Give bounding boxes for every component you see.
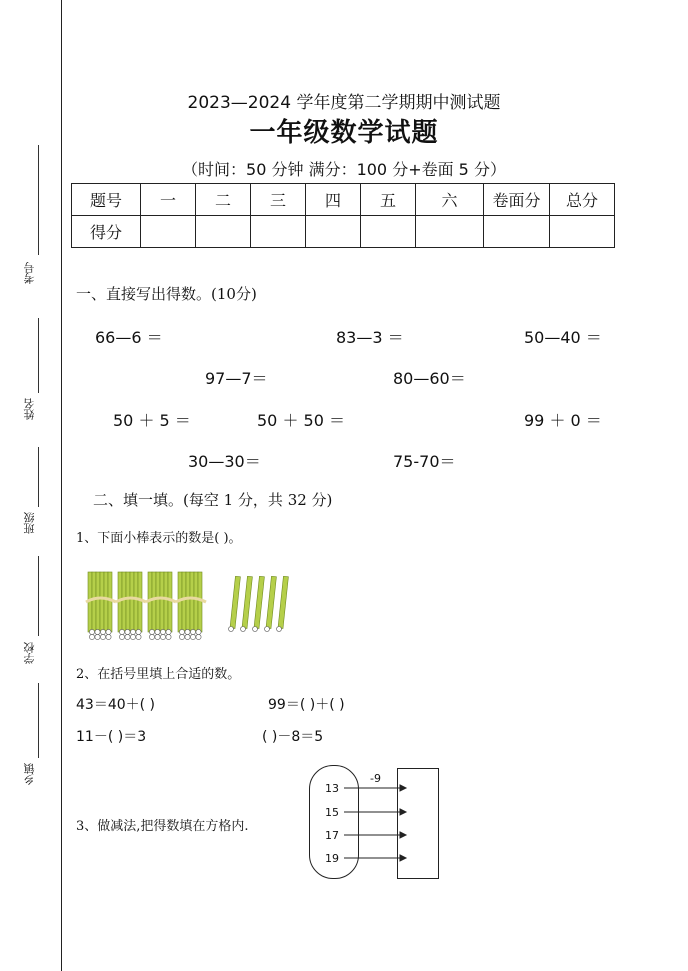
stick-end <box>160 634 165 639</box>
fill-blank: ( )－8＝5 <box>262 729 324 745</box>
stick <box>134 572 138 632</box>
stick-end <box>89 634 94 639</box>
stick-end <box>166 629 171 634</box>
stick <box>182 572 186 632</box>
stick-end <box>106 629 111 634</box>
stick <box>122 572 126 632</box>
score-cell[interactable] <box>196 216 251 248</box>
stick <box>104 572 108 632</box>
stick-end <box>241 627 246 632</box>
main-title: 一年级数学试题 <box>249 118 439 148</box>
arrows <box>340 780 408 864</box>
stick <box>242 576 252 628</box>
stick-end <box>130 634 135 639</box>
single-stick <box>229 576 241 631</box>
stick-end <box>253 627 258 632</box>
stick <box>194 572 198 632</box>
table-cell: 二 <box>196 184 251 216</box>
table-cell: 题号 <box>72 184 141 216</box>
stick-end <box>149 629 154 634</box>
fill-blank: 43＝40＋( ) <box>76 697 156 713</box>
equation: 50—40 ＝ <box>524 328 602 347</box>
stick-end <box>155 634 160 639</box>
stick-end <box>155 629 160 634</box>
table-cell: 得分 <box>72 216 141 248</box>
stick <box>164 572 168 632</box>
diagram-number: 19 <box>325 852 339 865</box>
equation: 80—60＝ <box>393 369 466 388</box>
stick-end <box>100 634 105 639</box>
score-table-score-row <box>72 216 615 248</box>
stick <box>152 572 156 632</box>
stick <box>92 572 96 632</box>
margin-label-school: 学校 <box>23 642 36 664</box>
table-cell: 卷面分 <box>484 184 550 216</box>
margin-label-exam-number: 考号 <box>23 262 36 284</box>
stick <box>138 572 142 632</box>
stick-end <box>196 629 201 634</box>
equation: 50 ＋ 50 ＝ <box>257 411 345 430</box>
stick <box>266 576 276 628</box>
stick-end <box>160 629 165 634</box>
stick-end <box>179 629 184 634</box>
margin-blank-line <box>38 447 39 507</box>
stick-end <box>100 629 105 634</box>
fill-blank: 99＝( )＋( ) <box>268 697 345 713</box>
stick-end <box>136 629 141 634</box>
question-1: 1、下面小棒表示的数是( )。 <box>76 531 242 546</box>
stick <box>156 572 160 632</box>
stick <box>198 572 202 632</box>
stick <box>100 572 104 632</box>
stick <box>130 572 134 632</box>
margin-label-town: 乡镇 <box>23 763 36 785</box>
section-1-title: 一、直接写出得数。(10分) <box>76 285 257 303</box>
year-title: 2023—2024 学年度第二学期期中测试题 <box>187 93 501 113</box>
stick <box>168 572 172 632</box>
margin-blank-line <box>38 683 39 758</box>
stick-end <box>125 634 130 639</box>
stick-end <box>190 634 195 639</box>
stick <box>186 572 190 632</box>
equation: 83—3 ＝ <box>336 328 404 347</box>
score-cell[interactable] <box>141 216 196 248</box>
stick-end <box>89 629 94 634</box>
stick-bundle <box>146 572 176 640</box>
stick-bundle <box>116 572 146 640</box>
stick-end <box>149 634 154 639</box>
score-cell[interactable] <box>306 216 361 248</box>
stick-end <box>179 634 184 639</box>
stick-end <box>95 634 100 639</box>
stick <box>126 572 130 632</box>
table-cell: 六 <box>416 184 484 216</box>
score-cell[interactable] <box>550 216 615 248</box>
equation: 99 ＋ 0 ＝ <box>524 411 602 430</box>
stick <box>254 576 264 628</box>
margin-blank-line <box>38 556 39 636</box>
exam-info: （时间：50 分钟 满分：100 分+卷面 5 分） <box>182 160 506 179</box>
single-stick <box>241 576 253 631</box>
score-table <box>71 183 615 248</box>
section-2-title: 二、填一填。(每空 1 分，共 32 分) <box>93 491 333 509</box>
table-cell: 四 <box>306 184 361 216</box>
stick-end <box>136 634 141 639</box>
stick-end <box>196 634 201 639</box>
stick <box>278 576 288 628</box>
stick <box>108 572 112 632</box>
equation: 50 ＋ 5 ＝ <box>113 411 191 430</box>
stick-end <box>190 629 195 634</box>
stick <box>190 572 194 632</box>
score-cell[interactable] <box>251 216 306 248</box>
stick-end <box>229 627 234 632</box>
stick-end <box>130 629 135 634</box>
table-cell: 三 <box>251 184 306 216</box>
fill-blank: 11－( )＝3 <box>76 729 147 745</box>
table-cell: 一 <box>141 184 196 216</box>
single-stick <box>265 576 277 631</box>
operation-label: -9 <box>370 772 381 785</box>
table-cell: 五 <box>361 184 416 216</box>
single-stick <box>253 576 265 631</box>
diagram-number: 17 <box>325 829 339 842</box>
single-stick <box>277 576 289 631</box>
score-table-header-row <box>72 184 615 216</box>
score-cell[interactable] <box>416 216 484 248</box>
stick-end <box>95 629 100 634</box>
table-cell: 总分 <box>550 184 615 216</box>
margin-label-class: 班级 <box>23 512 36 534</box>
equation: 30—30＝ <box>188 452 261 471</box>
stick-end <box>265 627 270 632</box>
diagram-number: 13 <box>325 782 339 795</box>
equation: 97—7＝ <box>205 369 268 388</box>
question-2: 2、在括号里填上合适的数。 <box>76 667 241 682</box>
stick-end <box>185 629 190 634</box>
score-cell[interactable] <box>361 216 416 248</box>
score-cell[interactable] <box>484 216 550 248</box>
stick-end <box>277 627 282 632</box>
question-3: 3、做减法,把得数填在方格内. <box>76 819 249 834</box>
stick <box>96 572 100 632</box>
stick-end <box>106 634 111 639</box>
diagram-number: 15 <box>325 806 339 819</box>
stick-end <box>166 634 171 639</box>
margin-label-name: 姓名 <box>23 398 36 420</box>
stick-end <box>119 634 124 639</box>
counting-sticks-illustration <box>84 568 296 644</box>
equation: 75-70＝ <box>393 452 456 471</box>
stick-end <box>125 629 130 634</box>
stick <box>160 572 164 632</box>
equation: 66—6 ＝ <box>95 328 163 347</box>
stick-bundle <box>176 572 206 640</box>
stick-end <box>119 629 124 634</box>
stick <box>230 576 240 628</box>
stick-bundle <box>86 572 116 640</box>
margin-blank-line <box>38 318 39 393</box>
stick-end <box>185 634 190 639</box>
